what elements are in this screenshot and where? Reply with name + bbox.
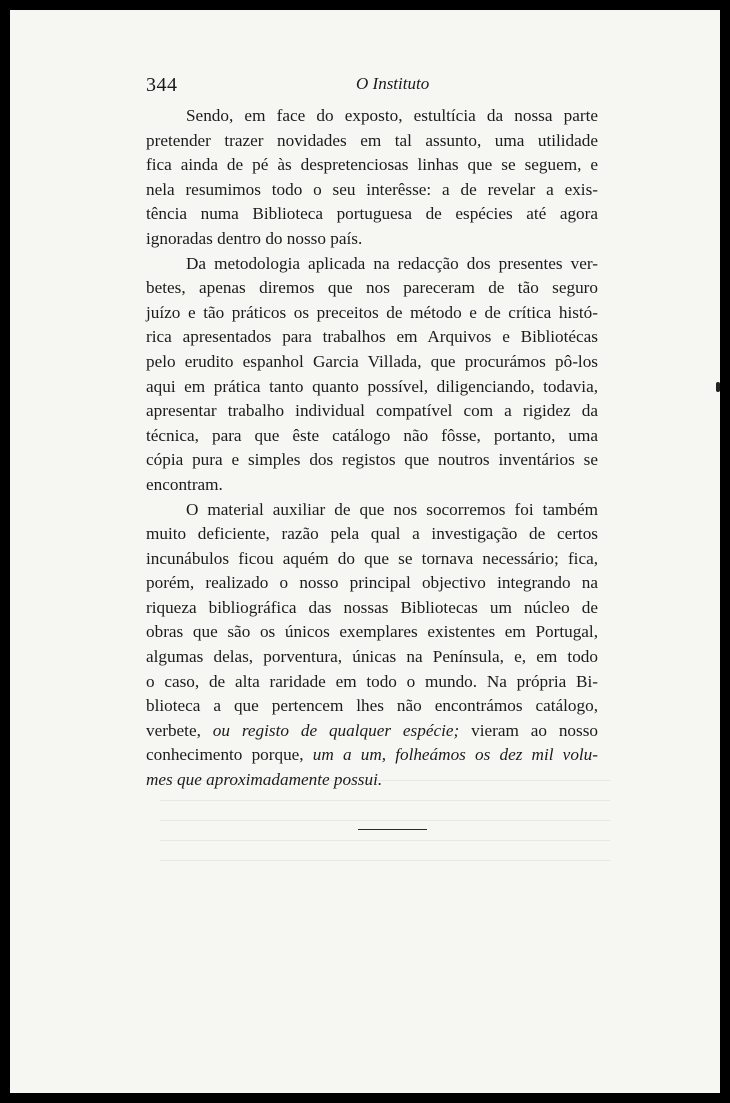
text-line: apresentar trabalho individual compatível com a rigidez da bbox=[146, 401, 598, 421]
text-run: conhecimento porque, bbox=[146, 745, 313, 765]
text-line: Sendo, em face do exposto, estultícia da nossa parte bbox=[186, 106, 598, 125]
text-line: Da metodologia aplicada na redacção dos presentes ver- bbox=[186, 253, 598, 273]
paragraph-3 bbox=[146, 498, 598, 793]
text-line bbox=[146, 743, 598, 768]
page-header bbox=[146, 72, 598, 102]
italic-run: um a um, folheámos os dez mil volu- bbox=[312, 745, 599, 765]
page-number: 344 bbox=[146, 74, 178, 96]
italic-run: ou registo de qualquer espécie; bbox=[212, 720, 460, 740]
text-line: ignoradas dentro do nosso país. bbox=[146, 228, 363, 248]
text-line: blioteca a que pertencem lhes não encontrámos catálogo, bbox=[146, 696, 598, 716]
text-line: pretender trazer novidades em tal assunto, uma utilidade bbox=[146, 130, 598, 150]
running-title: O Instituto bbox=[356, 74, 430, 93]
text-line: juízo e tão práticos os preceitos de método e de crítica histó- bbox=[146, 302, 598, 322]
text-line: fica ainda de pé às despretenciosas linhas que se seguem, e bbox=[146, 155, 598, 175]
body-text bbox=[146, 104, 598, 793]
text-line: encontram. bbox=[146, 474, 223, 494]
text-line: riqueza bibliográfica das nossas Bibliotecas um núcleo de bbox=[146, 597, 598, 617]
text-line: pelo erudito espanhol Garcia Villada, que procurámos pô-los bbox=[146, 351, 598, 371]
bleed-through-texture bbox=[160, 780, 610, 870]
text-run: verbete, bbox=[146, 720, 213, 740]
text-line: O material auxiliar de que nos socorremos foi também bbox=[186, 499, 598, 519]
paragraph-1 bbox=[146, 104, 598, 252]
text-line: o caso, de alta raridade em todo o mundo. Na própria Bi- bbox=[146, 671, 598, 691]
text-line: mes que aproximadamente possui. bbox=[146, 770, 383, 790]
margin-ink-mark bbox=[716, 382, 720, 392]
book-page bbox=[10, 10, 720, 1093]
text-line: tência numa Biblioteca portuguesa de espécies até agora bbox=[146, 204, 598, 224]
text-line: cópia pura e simples dos registos que noutros inventários se bbox=[146, 450, 598, 470]
text-line: algumas delas, porventura, únicas na Península, e, em todo bbox=[146, 647, 598, 667]
section-divider-rule bbox=[358, 829, 427, 830]
text-line: obras que são os únicos exemplares existentes em Portugal, bbox=[146, 622, 598, 642]
text-line: muito deficiente, razão pela qual a investigação de certos bbox=[146, 524, 598, 544]
text-line: nela resumimos todo o seu interêsse: a de revelar a exis- bbox=[146, 179, 598, 199]
text-line: incunábulos ficou aquém do que se tornava necessário; fica, bbox=[146, 548, 598, 568]
text-line bbox=[146, 719, 598, 744]
text-line: porém, realizado o nosso principal objectivo integrando na bbox=[146, 573, 598, 593]
text-line: rica apresentados para trabalhos em Arquivos e Bibliotécas bbox=[146, 327, 598, 347]
text-line: técnica, para que êste catálogo não fôsse, portanto, uma bbox=[146, 425, 598, 445]
text-line: aqui em prática tanto quanto possível, diligenciando, todavia, bbox=[146, 376, 598, 396]
text-line: betes, apenas diremos que nos pareceram de tão seguro bbox=[146, 278, 598, 298]
text-run: vieram ao nosso bbox=[459, 720, 598, 740]
paragraph-2 bbox=[146, 252, 598, 498]
